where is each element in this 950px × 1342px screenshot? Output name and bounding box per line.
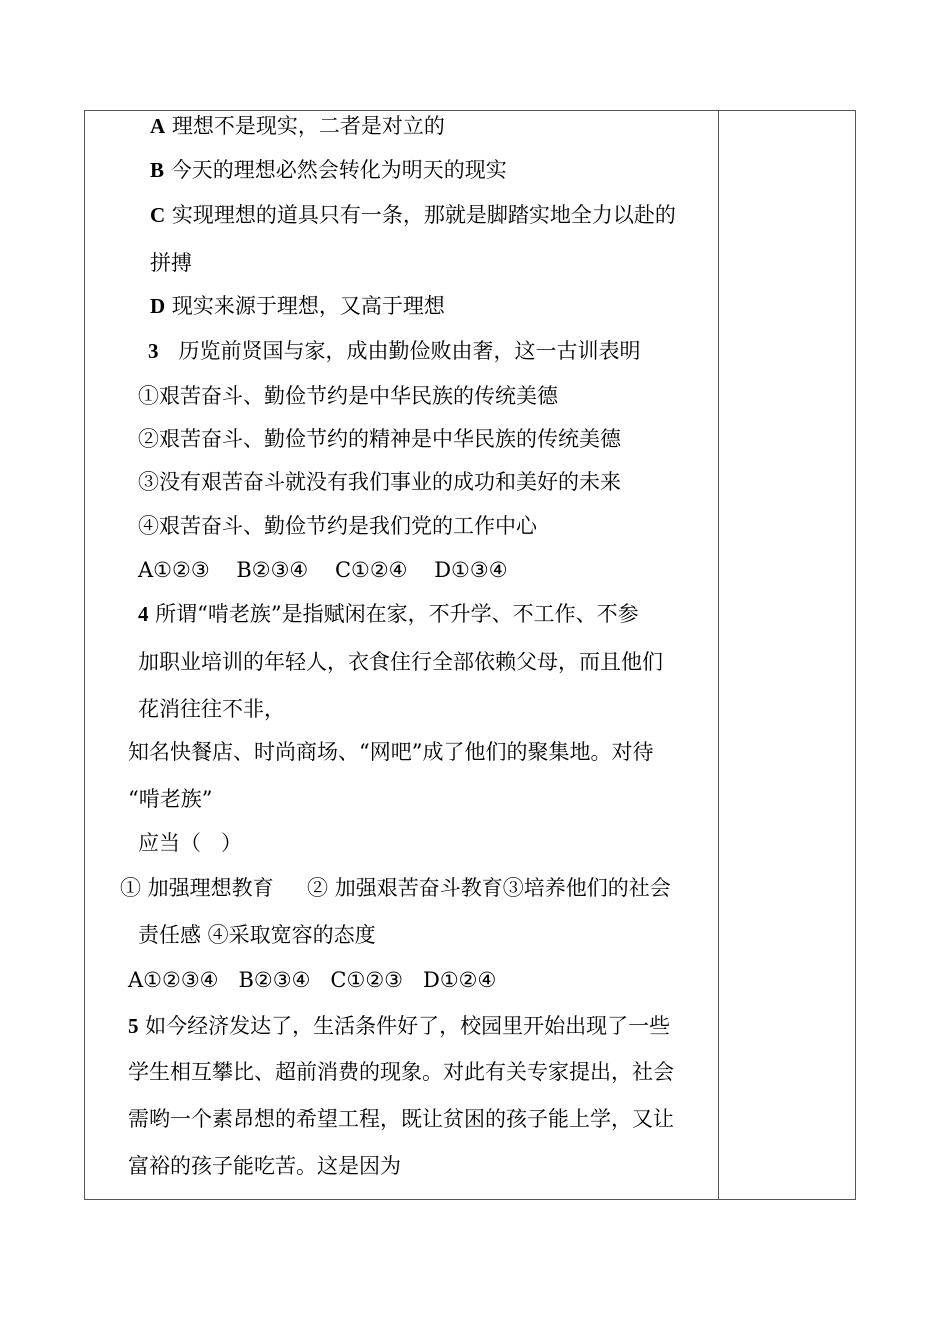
text-segment: 现实来源于理想，又高于理想 bbox=[165, 294, 445, 318]
text-segment: ③没有艰苦奋斗就没有我们事业的成功和美好的未来 bbox=[138, 470, 621, 494]
text-segment: “啃老族” bbox=[128, 787, 213, 811]
question-number: A bbox=[150, 114, 166, 138]
text-segment: ④艰苦奋斗、勤俭节约是我们党的工作中心 bbox=[138, 514, 537, 538]
text-segment: 所谓“啃老族”是指赋闲在家，不升学、不工作、不参 bbox=[148, 602, 639, 626]
question-number: 4 bbox=[138, 602, 149, 626]
question-number: C bbox=[150, 203, 166, 227]
text-line bbox=[150, 292, 445, 320]
question-number: B bbox=[150, 158, 165, 182]
text-segment: 拼搏 bbox=[150, 251, 192, 275]
text-line bbox=[138, 648, 663, 676]
text-line bbox=[120, 874, 671, 902]
question-number: D bbox=[150, 294, 166, 318]
text-line bbox=[150, 112, 445, 140]
text-segment: 花消往往不非， bbox=[138, 697, 285, 721]
text-line bbox=[138, 425, 621, 453]
text-segment: ①艰苦奋斗、勤俭节约是中华民族的传统美德 bbox=[138, 384, 558, 408]
text-line bbox=[138, 512, 537, 540]
text-line bbox=[128, 1012, 670, 1040]
text-segment: 应当（ ） bbox=[138, 831, 243, 855]
text-line bbox=[128, 1058, 674, 1086]
text-line bbox=[128, 785, 212, 813]
text-line bbox=[138, 600, 639, 628]
text-line bbox=[138, 921, 376, 949]
text-segment: 责任感 ④采取宽容的态度 bbox=[138, 923, 376, 947]
question-number: 5 bbox=[128, 1014, 139, 1038]
text-segment: 今天的理想必然会转化为明天的现实 bbox=[164, 158, 507, 182]
text-segment: 如今经济发达了，生活条件好了，校园里开始出现了一些 bbox=[138, 1014, 671, 1038]
text-line bbox=[138, 829, 242, 857]
column-divider bbox=[718, 110, 719, 1200]
text-line bbox=[138, 556, 508, 584]
text-segment: 需哟一个素昂想的希望工程，既让贫困的孩子能上学，又让 bbox=[128, 1107, 674, 1131]
text-segment: 学生相互攀比、超前消费的现象。对此有关专家提出，社会 bbox=[128, 1060, 674, 1084]
text-segment: ① 加强理想教育 ② 加强艰苦奋斗教育③培养他们的社会 bbox=[120, 876, 671, 900]
text-line bbox=[128, 738, 653, 766]
text-line bbox=[138, 382, 558, 410]
text-line bbox=[148, 337, 641, 365]
text-line bbox=[128, 966, 496, 994]
text-segment: 知名快餐店、时尚商场、“网吧”成了他们的聚集地。对待 bbox=[128, 740, 654, 764]
text-segment: 历览前贤国与家，成由勤俭败由奢，这一古训表明 bbox=[158, 339, 641, 363]
text-line bbox=[150, 201, 676, 229]
text-segment: A①②③④ B②③④ C①②③ D①②④ bbox=[128, 968, 497, 992]
text-line bbox=[128, 1152, 401, 1180]
text-segment: 理想不是现实，二者是对立的 bbox=[165, 114, 445, 138]
text-segment: 加职业培训的年轻人，衣食住行全部依赖父母，而且他们 bbox=[138, 650, 663, 674]
text-line bbox=[128, 1105, 674, 1133]
text-segment: 实现理想的道具只有一条，那就是脚踏实地全力以赴的 bbox=[165, 203, 676, 227]
text-line bbox=[150, 156, 507, 184]
text-segment: 富裕的孩子能吃苦。这是因为 bbox=[128, 1154, 401, 1178]
text-line bbox=[150, 249, 192, 277]
text-line bbox=[138, 468, 621, 496]
question-number: 3 bbox=[148, 339, 159, 363]
text-line bbox=[138, 695, 285, 723]
text-segment: A①②③ B②③④ C①②④ D①③④ bbox=[138, 558, 508, 582]
text-segment: ②艰苦奋斗、勤俭节约的精神是中华民族的传统美德 bbox=[138, 427, 621, 451]
